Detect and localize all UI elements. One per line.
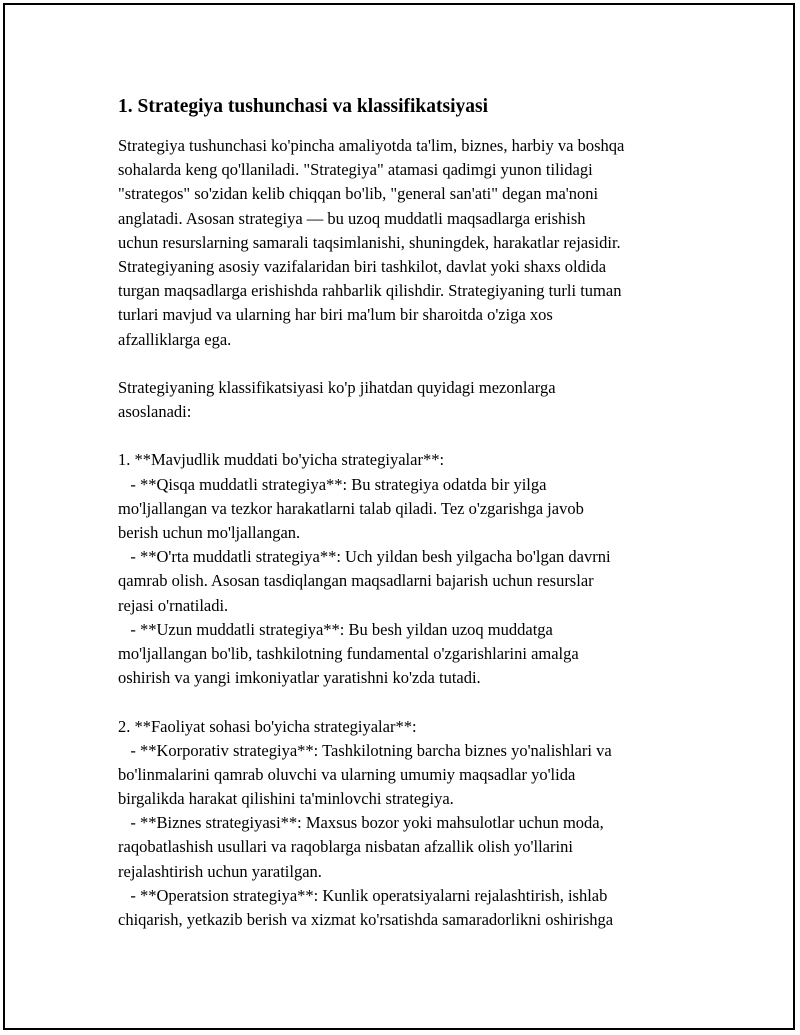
- section-heading: 1. Strategiya tushunchasi va klassifikatsiyasi: [118, 96, 489, 117]
- text-line: Strategiyaning asosiy vazifalaridan biri tashkilot, davlat yoki shaxs oldida: [118, 256, 607, 276]
- text-line: - **Qisqa muddatli strategiya**: Bu strategiya odatda bir yilga: [118, 474, 547, 494]
- text-line: - **Korporativ strategiya**: Tashkilotning barcha biznes yo'nalishlari va: [118, 740, 612, 760]
- text-line: bo'linmalarini qamrab oluvchi va ularning umumiy maqsadlar yo'lida: [118, 764, 576, 784]
- text-line: oshirish va yangi imkoniyatlar yaratishni ko'zda tutadi.: [118, 668, 481, 688]
- text-line: mo'ljallangan va tezkor harakatlarni talab qiladi. Tez o'zgarishga javob: [118, 498, 584, 518]
- text-line: - **Uzun muddatli strategiya**: Bu besh yildan uzoq muddatga: [118, 619, 553, 639]
- text-line: raqobatlashish usullari va raqoblarga nisbatan afzallik olish yo'llarini: [118, 837, 573, 857]
- text-line: afzalliklarga ega.: [118, 329, 232, 349]
- blank-line: [118, 424, 698, 448]
- text-line: sohalarda keng qo'llaniladi. "Strategiya" atamasi qadimgi yunon tilidagi: [118, 160, 593, 180]
- text-line: mo'ljallangan bo'lib, tashkilotning fundamental o'zgarishlarini amalga: [118, 643, 579, 663]
- blank-line: [118, 352, 698, 376]
- text-line: berish uchun mo'ljallangan.: [118, 523, 301, 542]
- text-line: - **Biznes strategiyasi**: Maxsus bozor yoki mahsulotlar uchun moda,: [118, 813, 604, 833]
- text-line: qamrab olish. Asosan tasdiqlangan maqsadlarni bajarish uchun resurslar: [118, 571, 594, 591]
- text-line: anglatadi. Asosan strategiya — bu uzoq muddatli maqsadlarga erishish: [118, 208, 586, 228]
- text-line: Strategiyaning klassifikatsiyasi ko'p jihatdan quyidagi mezonlarga: [118, 377, 556, 397]
- text-line: uchun resurslarning samarali taqsimlanishi, shuningdek, harakatlar rejasidir.: [118, 232, 621, 252]
- text-line: 1. **Mavjudlik muddati bo'yicha strategiyalar**:: [118, 450, 445, 470]
- text-line: "strategos" so'zidan kelib chiqqan bo'lib, "general san'ati" degan ma'noni: [118, 184, 599, 204]
- text-line: turlari mavjud va ularning har biri ma'lum bir sharoitda o'ziga xos: [118, 305, 553, 325]
- text-line: chiqarish, yetkazib berish va xizmat ko'rsatishda samaradorlikni oshirishga: [118, 910, 614, 929]
- text-line: turgan maqsadlarga erishishda rahbarlik qilishdir. Strategiyaning turli tuman: [118, 281, 622, 301]
- text-line: asoslanadi:: [118, 402, 192, 422]
- text-line: - **Operatsion strategiya**: Kunlik operatsiyalarni rejalashtirish, ishlab: [118, 885, 608, 905]
- text-line: birgalikda harakat qilishini ta'minlovchi strategiya.: [118, 789, 454, 809]
- document-text: [118, 134, 698, 932]
- blank-line: [118, 690, 698, 714]
- text-line: Strategiya tushunchasi ko'pincha amaliyotda ta'lim, biznes, harbiy va boshqa: [118, 136, 625, 155]
- text-line: 2. **Faoliyat sohasi bo'yicha strategiyalar**:: [118, 716, 417, 736]
- text-line: rejalashtirish uchun yaratilgan.: [118, 861, 322, 881]
- document-body: [118, 94, 698, 932]
- text-line: - **O'rta muddatli strategiya**: Uch yildan besh yilgacha bo'lgan davrni: [118, 547, 611, 567]
- text-line: rejasi o'rnatiladi.: [118, 595, 229, 615]
